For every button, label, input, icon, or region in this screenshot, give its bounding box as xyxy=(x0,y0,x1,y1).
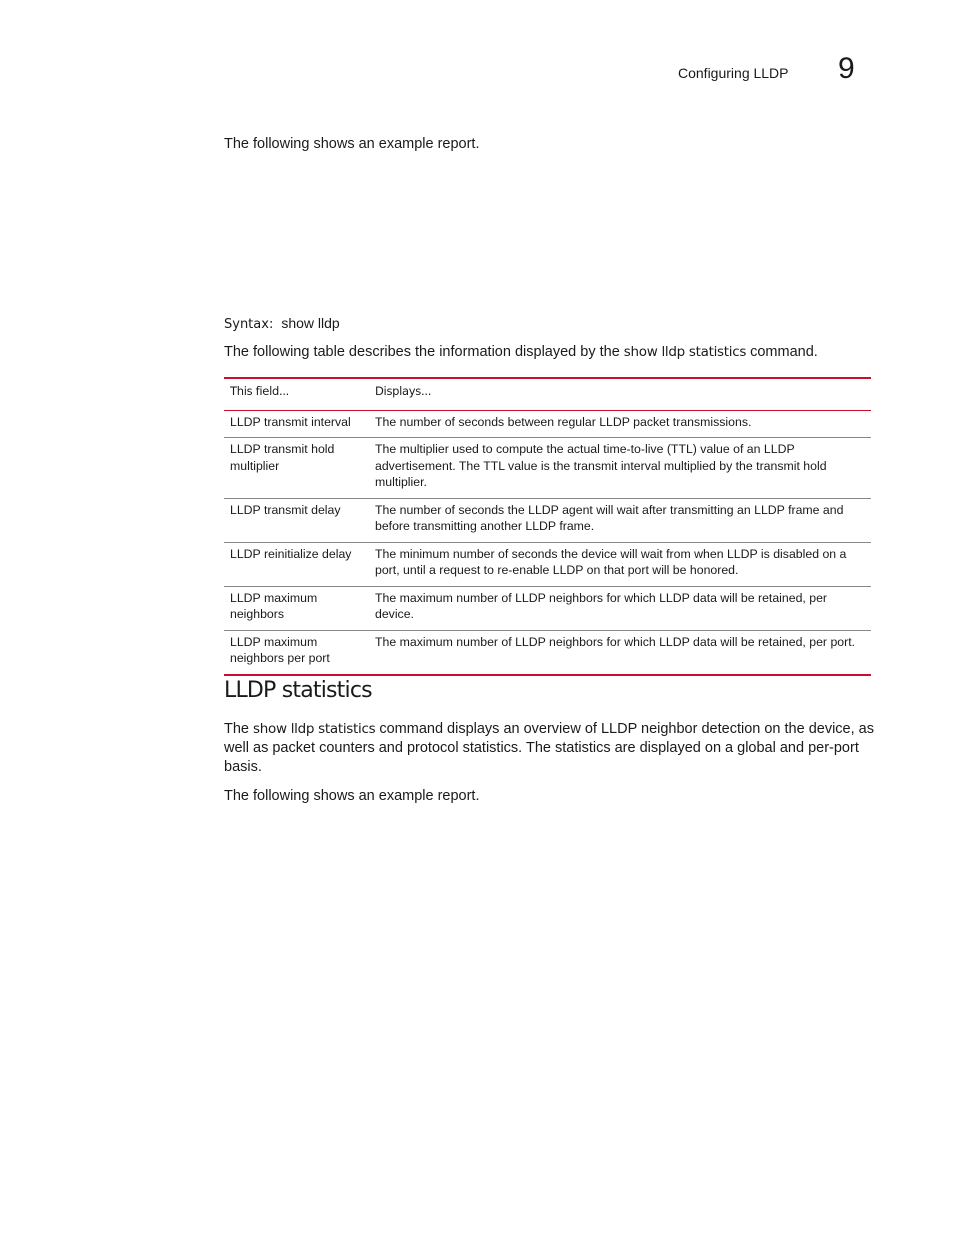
table-cell-field: LLDP transmit hold multiplier xyxy=(224,438,369,499)
fields-table xyxy=(224,377,871,676)
table-row xyxy=(224,542,871,586)
chapter-number: 9 xyxy=(838,52,855,85)
table-intro-command: show lldp statistics xyxy=(623,344,747,360)
table-intro-before: The following table describes the information displayed by the xyxy=(224,344,624,360)
table-cell-field: LLDP transmit delay xyxy=(224,498,369,542)
table-header-row xyxy=(224,378,871,410)
table-cell-description: The number of seconds the LLDP agent will wait after transmitting an LLDP frame and before transmitting another LLDP frame. xyxy=(369,498,871,542)
section-example-text: The following shows an example report. xyxy=(224,788,480,804)
table-cell-description: The multiplier used to compute the actual time-to-live (TTL) value of an LLDP advertisement. The TTL value is the transmit interval multiplied by the transmit hold multiplier. xyxy=(369,438,871,499)
table-cell-field: LLDP transmit interval xyxy=(230,414,351,429)
section-title: LLDP statistics xyxy=(224,678,372,703)
table-row xyxy=(224,586,871,630)
table-cell-description: The minimum number of seconds the device will wait from when LLDP is disabled on a port, until a request to re-enable LLDP on that port will be honored. xyxy=(369,542,871,586)
intro-example-text: The following shows an example report. xyxy=(224,136,480,152)
table-cell-field: LLDP reinitialize delay xyxy=(224,542,369,586)
table-header-field: This field... xyxy=(224,378,369,410)
chapter-title: Configuring LLDP xyxy=(678,65,789,81)
syntax-command: show lldp xyxy=(281,315,340,331)
table-row xyxy=(224,438,871,499)
table-header-displays: Displays... xyxy=(369,378,871,410)
table-intro-after: command. xyxy=(746,344,818,360)
syntax-line xyxy=(224,315,340,332)
table-cell-description: The number of seconds between regular LLDP packet transmissions. xyxy=(375,414,752,429)
table-cell-description: The maximum number of LLDP neighbors for which LLDP data will be retained, per device. xyxy=(369,586,871,630)
table-intro-paragraph xyxy=(224,343,818,362)
syntax-label: Syntax: xyxy=(224,317,274,332)
table-cell-description: The maximum number of LLDP neighbors for which LLDP data will be retained, per port. xyxy=(369,630,871,675)
section-para-before: The xyxy=(224,721,254,737)
section-para-after: command displays an overview of LLDP neighbor detection on the device, as well as packet counters and protocol statistics. The statistics are displayed on a global and per-port basis. xyxy=(224,721,874,775)
table-row xyxy=(224,498,871,542)
section-paragraph xyxy=(224,720,874,777)
table-row xyxy=(224,410,871,438)
table-cell-field: LLDP maximum neighbors per port xyxy=(224,630,369,675)
table-row xyxy=(224,630,871,675)
table-cell-field: LLDP maximum neighbors xyxy=(224,586,369,630)
section-para-command: show lldp statistics xyxy=(253,721,376,737)
